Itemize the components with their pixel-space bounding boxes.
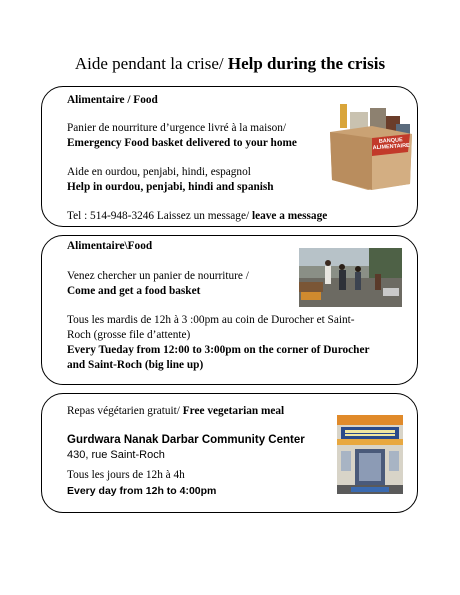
card2-sched-fr-2: Roch (grosse file d’attente) (67, 329, 191, 341)
card2-line1-en: Come and get a food basket (67, 285, 201, 297)
page-title (0, 54, 460, 74)
vegetarian-meal-card (41, 393, 418, 513)
card2-line1-fr: Venez chercher un panier de nourriture / (67, 270, 249, 282)
card2-sched-en-2: and Saint-Roch (big line up) (67, 359, 204, 371)
title-fr: Aide pendant la crise/ (74, 54, 224, 73)
card3-meal (67, 404, 284, 418)
card3-meal-fr: Repas végétarien gratuit/ (67, 405, 180, 417)
title-en: Help during the crisis (227, 54, 386, 73)
card2-sched-en-1: Every Tueday from 12:00 to 3:00pm on the corner of Durocher (67, 344, 370, 356)
food-pickup-card (41, 235, 418, 385)
card2-heading: Alimentaire\Food (67, 240, 153, 252)
gurdwara-building-image (337, 415, 403, 494)
card3-meal-en: Free vegetarian meal (182, 405, 285, 417)
card1-line2-en: Help in ourdou, penjabi, hindi and spanish (67, 181, 274, 193)
card1-phone (67, 209, 327, 223)
food-bank-box-image (326, 104, 414, 190)
card2-sched-fr-1: Tous les mardis de 12h à 3 :00pm au coin de Durocher et Saint- (67, 314, 355, 326)
card1-line1-en: Emergency Food basket delivered to your home (67, 137, 297, 149)
center-address: 430, rue Saint-Roch (67, 449, 165, 461)
card3-days-fr: Tous les jours de 12h à 4h (67, 469, 185, 481)
card1-heading: Alimentaire / Food (67, 94, 158, 106)
card1-line1-fr: Panier de nourriture d’urgence livré à la maison/ (67, 122, 287, 134)
center-name: Gurdwara Nanak Darbar Community Center (67, 434, 305, 446)
card3-days-en: Every day from 12h to 4:00pm (67, 485, 217, 497)
food-delivery-card (41, 86, 418, 227)
street-food-line-image (299, 248, 402, 307)
box-label: BANQUE ALIMENTAIRE (372, 137, 410, 152)
card1-phone-en: leave a message (251, 210, 328, 222)
card1-line2-fr: Aide en ourdou, penjabi, hindi, espagnol (67, 166, 251, 178)
card1-phone-fr: Tel : 514-948-3246 Laissez un message/ (67, 210, 250, 222)
